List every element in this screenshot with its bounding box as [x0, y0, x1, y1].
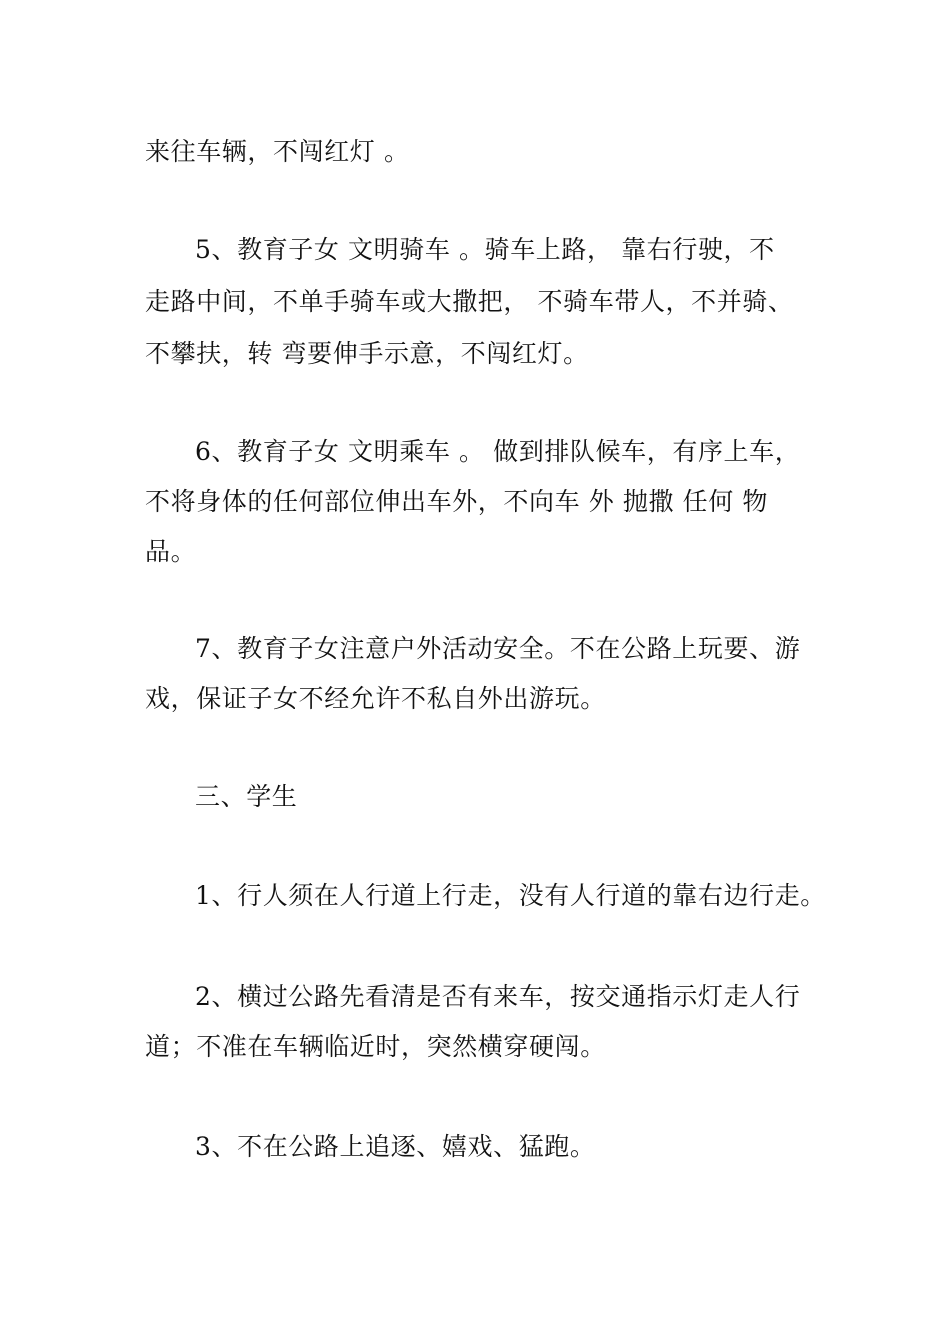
paragraph-5-line-3: 不攀扶，转 弯要伸手示意，不闯红灯。 — [145, 339, 589, 368]
paragraph-5-line-2: 走路中间，不单手骑车或大撒把， 不骑车带人，不并骑、 — [145, 287, 794, 316]
section-heading-students: 三、学生 — [195, 782, 298, 811]
student-rule-2-line-1: 2、横过公路先看清是否有来车，按交通指示灯走人行 — [195, 982, 801, 1011]
student-rule-3: 3、不在公路上追逐、嬉戏、猛跑。 — [195, 1132, 596, 1161]
paragraph-6-line-1: 6、教育子女 文明乘车 。 做到排队候车，有序上车， — [195, 437, 801, 466]
paragraph-6-line-2: 不将身体的任何部位伸出车外，不向车 外 抛撒 任何 物 — [145, 487, 768, 516]
student-rule-1: 1、行人须在人行道上行走，没有人行道的靠右边行走。 — [195, 881, 826, 910]
paragraph-7-line-2: 戏，保证子女不经允许不私自外出游玩。 — [145, 684, 606, 713]
student-rule-2-line-2: 道；不准在车辆临近时，突然横穿硬闯。 — [145, 1032, 606, 1061]
paragraph-7-line-1: 7、教育子女注意户外活动安全。不在公路上玩要、游 — [195, 634, 801, 663]
paragraph-4-continued-line: 来往车辆，不闯红灯 。 — [145, 137, 410, 166]
paragraph-6-line-3: 品。 — [145, 537, 197, 566]
paragraph-5-line-1: 5、教育子女 文明骑车 。骑车上路， 靠右行驶，不 — [195, 235, 775, 264]
